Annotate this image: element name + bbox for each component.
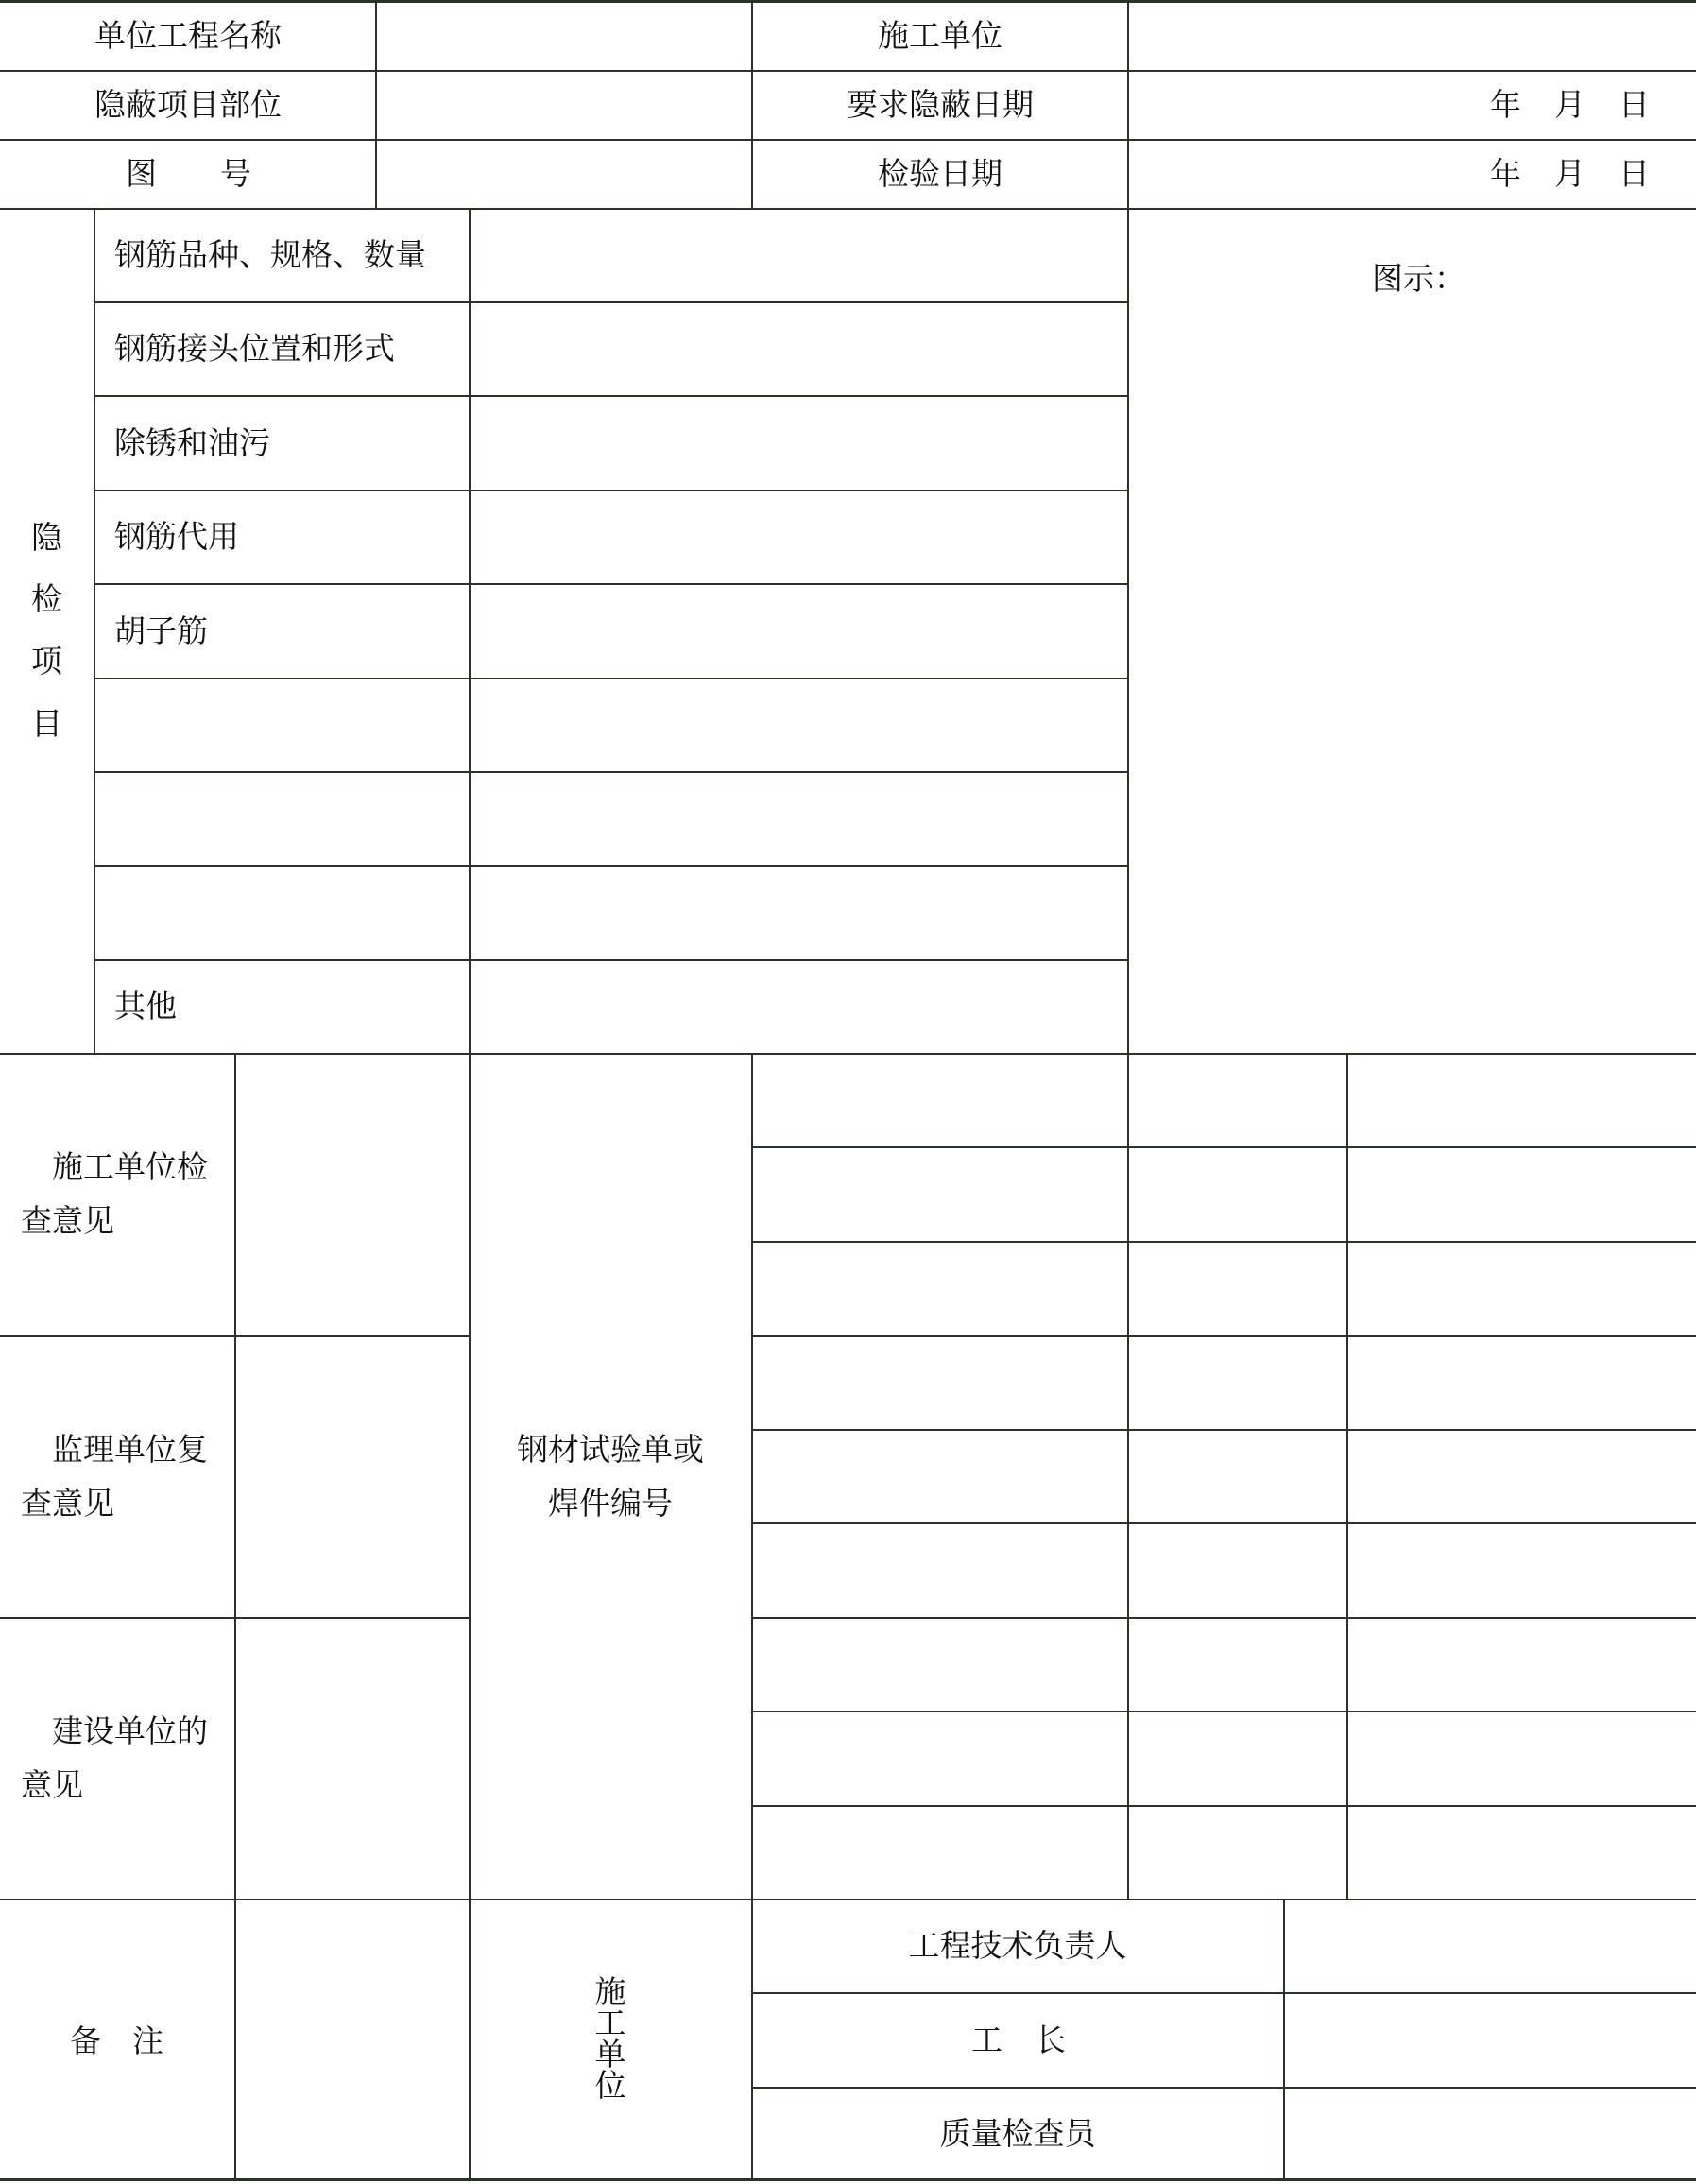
drawing-no-label-2: 号 <box>220 155 251 192</box>
diagram-label: 图示： <box>1372 260 1465 297</box>
construction-unit-vertical-char: 位 <box>594 2067 626 2104</box>
inspection-item-label: 胡子筋 <box>114 612 208 649</box>
date-day: 日 <box>1619 155 1650 192</box>
remarks-label-2: 注 <box>132 2022 163 2059</box>
inspection-item-value[interactable] <box>471 585 1127 678</box>
steel-test-number-column[interactable] <box>753 1055 1127 1899</box>
steel-test-label: 钢材试验单或 <box>517 1431 704 1468</box>
required-hidden-date-field[interactable] <box>1129 72 1696 139</box>
date-month: 月 <box>1554 86 1585 123</box>
inspection-date-label: 检验日期 <box>878 155 1002 192</box>
required-hidden-date-label: 要求隐蔽日期 <box>847 86 1034 123</box>
hidden-location-field[interactable] <box>377 72 751 139</box>
remarks-field[interactable] <box>236 1900 469 2178</box>
foreman-signature-field[interactable] <box>1285 1994 1696 2087</box>
rule-bottom <box>0 2178 1696 2181</box>
date-day: 日 <box>1619 86 1650 123</box>
drawing-no-label-1: 图 <box>126 155 157 192</box>
inspection-item-value[interactable] <box>471 303 1127 395</box>
remarks-label-1: 备 <box>70 2022 101 2059</box>
construction-unit-vertical-char: 工 <box>594 2004 626 2041</box>
inspection-group-char: 隐 <box>31 519 62 556</box>
steel-test-mid-column[interactable] <box>1129 1055 1346 1899</box>
inspection-item-value[interactable] <box>471 491 1127 583</box>
rule-v-steel <box>469 1053 471 2179</box>
tech-lead-label: 工程技术负责人 <box>908 1927 1127 1964</box>
inspection-item-label: 除锈和油污 <box>114 424 270 461</box>
rule-v-header-2 <box>751 0 753 209</box>
owner-opinion-label: 意见 <box>21 1766 83 1803</box>
construction-unit-vertical-char: 施 <box>594 1973 626 2010</box>
inspection-group-char: 目 <box>31 705 62 742</box>
date-month: 月 <box>1554 155 1585 192</box>
hidden-location-label: 隐蔽项目部位 <box>94 86 282 123</box>
inspection-date-field[interactable] <box>1129 141 1696 208</box>
inspection-item-label: 钢筋代用 <box>114 518 239 555</box>
foreman-label-2: 长 <box>1035 2021 1066 2058</box>
construction-check-field[interactable] <box>236 1055 469 1335</box>
inspection-item-label: 其他 <box>114 988 177 1024</box>
supervision-review-label: 查意见 <box>21 1485 114 1522</box>
construction-unit-label: 施工单位 <box>878 17 1002 54</box>
foreman-label-1: 工 <box>971 2021 1002 2058</box>
date-year: 年 <box>1490 86 1521 123</box>
rule-v-group <box>94 208 95 1054</box>
owner-opinion-field[interactable] <box>236 1619 469 1899</box>
qc-inspector-signature-field[interactable] <box>1285 2089 1696 2178</box>
project-name-label: 单位工程名称 <box>94 17 282 54</box>
inspection-item-value[interactable] <box>471 210 1127 301</box>
construction-unit-vertical-char: 单 <box>594 2036 626 2072</box>
inspection-item-value[interactable] <box>471 867 1127 959</box>
inspection-item-value[interactable] <box>471 397 1127 490</box>
steel-test-label: 焊件编号 <box>548 1485 673 1522</box>
tech-lead-signature-field[interactable] <box>1285 1900 1696 1992</box>
supervision-review-field[interactable] <box>236 1337 469 1617</box>
project-name-field[interactable] <box>377 2 751 70</box>
inspection-group-char: 项 <box>31 643 62 679</box>
supervision-review-label: 监理单位复 <box>52 1431 208 1468</box>
inspection-item-value[interactable] <box>471 961 1127 1053</box>
inspection-item-label: 钢筋接头位置和形式 <box>114 330 395 367</box>
inspection-group-char: 检 <box>31 580 62 617</box>
drawing-no-field[interactable] <box>377 141 751 208</box>
inspection-item-value[interactable] <box>471 679 1127 771</box>
inspection-item-value[interactable] <box>471 773 1127 865</box>
construction-check-label: 施工单位检 <box>52 1148 208 1185</box>
owner-opinion-label: 建设单位的 <box>52 1712 208 1749</box>
construction-unit-field[interactable] <box>1129 2 1696 70</box>
date-year: 年 <box>1490 155 1521 192</box>
qc-inspector-label: 质量检查员 <box>939 2115 1096 2152</box>
diagram-area[interactable] <box>1129 210 1696 1053</box>
construction-check-label: 查意见 <box>21 1202 114 1239</box>
steel-test-right-column[interactable] <box>1348 1055 1696 1899</box>
inspection-item-label: 钢筋品种、规格、数量 <box>114 236 426 273</box>
